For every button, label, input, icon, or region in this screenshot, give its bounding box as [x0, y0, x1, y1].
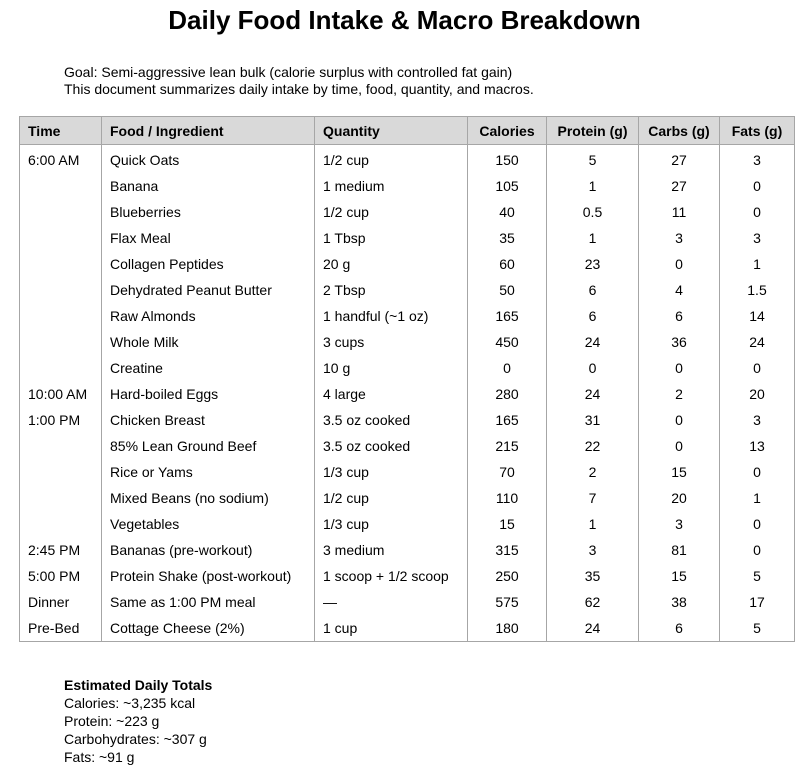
- cell-calories: 215: [468, 433, 547, 459]
- cell-calories: 180: [468, 615, 547, 642]
- cell-food: Mixed Beans (no sodium): [102, 485, 315, 511]
- cell-quantity: 1/2 cup: [315, 145, 468, 174]
- cell-food: Vegetables: [102, 511, 315, 537]
- table-row: [20, 381, 795, 407]
- cell-time: [20, 355, 102, 381]
- cell-time: Pre-Bed: [20, 615, 102, 642]
- header-time: Time: [20, 117, 102, 145]
- cell-food: Chicken Breast: [102, 407, 315, 433]
- cell-calories: 150: [468, 145, 547, 174]
- cell-carbs: 38: [639, 589, 720, 615]
- cell-protein: 22: [547, 433, 639, 459]
- cell-calories: 280: [468, 381, 547, 407]
- header-food: Food / Ingredient: [102, 117, 315, 145]
- cell-food: Banana: [102, 173, 315, 199]
- cell-food: Dehydrated Peanut Butter: [102, 277, 315, 303]
- cell-carbs: 81: [639, 537, 720, 563]
- cell-calories: 450: [468, 329, 547, 355]
- cell-quantity: —: [315, 589, 468, 615]
- cell-fats: 24: [720, 329, 795, 355]
- cell-calories: 105: [468, 173, 547, 199]
- cell-food: Rice or Yams: [102, 459, 315, 485]
- cell-protein: 1: [547, 511, 639, 537]
- cell-protein: 23: [547, 251, 639, 277]
- cell-food: Bananas (pre-workout): [102, 537, 315, 563]
- cell-fats: 0: [720, 173, 795, 199]
- table-row: [20, 277, 795, 303]
- cell-time: [20, 277, 102, 303]
- cell-protein: 35: [547, 563, 639, 589]
- totals-fats: Fats: ~91 g: [64, 749, 135, 765]
- cell-protein: 2: [547, 459, 639, 485]
- document-title: Daily Food Intake & Macro Breakdown: [168, 5, 641, 35]
- cell-protein: 3: [547, 537, 639, 563]
- intro-block: [64, 64, 534, 98]
- cell-food: Collagen Peptides: [102, 251, 315, 277]
- cell-fats: 14: [720, 303, 795, 329]
- cell-food: Flax Meal: [102, 225, 315, 251]
- cell-protein: 62: [547, 589, 639, 615]
- cell-carbs: 27: [639, 145, 720, 174]
- cell-quantity: 1 handful (~1 oz): [315, 303, 468, 329]
- cell-fats: 0: [720, 511, 795, 537]
- table-row: [20, 589, 795, 615]
- cell-fats: 17: [720, 589, 795, 615]
- table-row: [20, 615, 795, 642]
- summary-text: This document summarizes daily intake by time, food, quantity, and macros.: [64, 81, 534, 97]
- cell-quantity: 1/3 cup: [315, 511, 468, 537]
- cell-calories: 0: [468, 355, 547, 381]
- cell-fats: 5: [720, 563, 795, 589]
- cell-carbs: 6: [639, 615, 720, 642]
- header-quantity: Quantity: [315, 117, 468, 145]
- cell-calories: 15: [468, 511, 547, 537]
- cell-fats: 20: [720, 381, 795, 407]
- cell-protein: 6: [547, 277, 639, 303]
- cell-time: 6:00 AM: [20, 145, 102, 174]
- header-protein: Protein (g): [547, 117, 639, 145]
- cell-carbs: 3: [639, 511, 720, 537]
- cell-fats: 5: [720, 615, 795, 642]
- cell-protein: 0.5: [547, 199, 639, 225]
- cell-fats: 1.5: [720, 277, 795, 303]
- table-row: [20, 303, 795, 329]
- table-row: [20, 563, 795, 589]
- cell-quantity: 1 medium: [315, 173, 468, 199]
- cell-quantity: 1/2 cup: [315, 485, 468, 511]
- totals-heading: Estimated Daily Totals: [64, 677, 213, 693]
- cell-time: [20, 173, 102, 199]
- cell-carbs: 0: [639, 251, 720, 277]
- cell-protein: 0: [547, 355, 639, 381]
- cell-time: 2:45 PM: [20, 537, 102, 563]
- cell-food: Raw Almonds: [102, 303, 315, 329]
- cell-fats: 3: [720, 407, 795, 433]
- cell-calories: 40: [468, 199, 547, 225]
- table-row: [20, 511, 795, 537]
- cell-time: [20, 459, 102, 485]
- cell-carbs: 15: [639, 563, 720, 589]
- totals-carbs: Carbohydrates: ~307 g: [64, 731, 207, 747]
- cell-protein: 24: [547, 329, 639, 355]
- cell-protein: 1: [547, 173, 639, 199]
- cell-time: [20, 251, 102, 277]
- cell-food: Protein Shake (post-workout): [102, 563, 315, 589]
- table-row: [20, 459, 795, 485]
- cell-food: Creatine: [102, 355, 315, 381]
- cell-time: 1:00 PM: [20, 407, 102, 433]
- cell-protein: 24: [547, 615, 639, 642]
- daily-totals: [64, 676, 212, 766]
- cell-fats: 1: [720, 485, 795, 511]
- goal-text: Goal: Semi-aggressive lean bulk (calorie surplus with controlled fat gain): [64, 64, 513, 80]
- header-calories: Calories: [468, 117, 547, 145]
- cell-quantity: 3 medium: [315, 537, 468, 563]
- table-row: [20, 355, 795, 381]
- cell-fats: 0: [720, 459, 795, 485]
- cell-quantity: 1 Tbsp: [315, 225, 468, 251]
- cell-time: [20, 199, 102, 225]
- cell-calories: 165: [468, 303, 547, 329]
- table-row: [20, 329, 795, 355]
- cell-carbs: 0: [639, 407, 720, 433]
- cell-quantity: 4 large: [315, 381, 468, 407]
- cell-food: Whole Milk: [102, 329, 315, 355]
- table-row: [20, 199, 795, 225]
- cell-calories: 70: [468, 459, 547, 485]
- table-row: [20, 173, 795, 199]
- cell-quantity: 1 cup: [315, 615, 468, 642]
- cell-food: Blueberries: [102, 199, 315, 225]
- cell-calories: 35: [468, 225, 547, 251]
- cell-carbs: 0: [639, 433, 720, 459]
- cell-food: Same as 1:00 PM meal: [102, 589, 315, 615]
- cell-quantity: 20 g: [315, 251, 468, 277]
- cell-protein: 7: [547, 485, 639, 511]
- cell-fats: 3: [720, 225, 795, 251]
- cell-carbs: 3: [639, 225, 720, 251]
- cell-carbs: 0: [639, 355, 720, 381]
- cell-time: [20, 329, 102, 355]
- cell-quantity: 3 cups: [315, 329, 468, 355]
- cell-calories: 575: [468, 589, 547, 615]
- cell-carbs: 27: [639, 173, 720, 199]
- cell-quantity: 3.5 oz cooked: [315, 407, 468, 433]
- table-row: [20, 407, 795, 433]
- cell-time: [20, 303, 102, 329]
- cell-food: Quick Oats: [102, 145, 315, 174]
- table-header-row: [20, 117, 795, 145]
- cell-fats: 13: [720, 433, 795, 459]
- cell-time: [20, 225, 102, 251]
- cell-time: 10:00 AM: [20, 381, 102, 407]
- cell-protein: 5: [547, 145, 639, 174]
- header-fats: Fats (g): [720, 117, 795, 145]
- cell-protein: 1: [547, 225, 639, 251]
- cell-quantity: 1 scoop + 1/2 scoop: [315, 563, 468, 589]
- cell-quantity: 1/3 cup: [315, 459, 468, 485]
- cell-calories: 60: [468, 251, 547, 277]
- table-body: [20, 145, 795, 642]
- table-row: [20, 433, 795, 459]
- cell-protein: 31: [547, 407, 639, 433]
- cell-carbs: 36: [639, 329, 720, 355]
- cell-calories: 110: [468, 485, 547, 511]
- cell-food: 85% Lean Ground Beef: [102, 433, 315, 459]
- cell-fats: 1: [720, 251, 795, 277]
- cell-quantity: 1/2 cup: [315, 199, 468, 225]
- table-row: [20, 225, 795, 251]
- cell-carbs: 20: [639, 485, 720, 511]
- totals-protein: Protein: ~223 g: [64, 713, 160, 729]
- cell-quantity: 2 Tbsp: [315, 277, 468, 303]
- food-intake-table: [19, 116, 795, 642]
- cell-time: [20, 433, 102, 459]
- cell-calories: 315: [468, 537, 547, 563]
- cell-fats: 0: [720, 199, 795, 225]
- cell-time: Dinner: [20, 589, 102, 615]
- cell-protein: 6: [547, 303, 639, 329]
- cell-quantity: 10 g: [315, 355, 468, 381]
- cell-time: [20, 485, 102, 511]
- cell-carbs: 4: [639, 277, 720, 303]
- cell-time: [20, 511, 102, 537]
- cell-food: Cottage Cheese (2%): [102, 615, 315, 642]
- cell-fats: 0: [720, 537, 795, 563]
- cell-fats: 0: [720, 355, 795, 381]
- table-row: [20, 485, 795, 511]
- cell-food: Hard-boiled Eggs: [102, 381, 315, 407]
- cell-carbs: 15: [639, 459, 720, 485]
- cell-protein: 24: [547, 381, 639, 407]
- table-row: [20, 537, 795, 563]
- cell-calories: 165: [468, 407, 547, 433]
- cell-carbs: 2: [639, 381, 720, 407]
- cell-calories: 50: [468, 277, 547, 303]
- cell-fats: 3: [720, 145, 795, 174]
- table-row: [20, 251, 795, 277]
- cell-quantity: 3.5 oz cooked: [315, 433, 468, 459]
- table-row: [20, 145, 795, 174]
- cell-carbs: 6: [639, 303, 720, 329]
- cell-calories: 250: [468, 563, 547, 589]
- cell-carbs: 11: [639, 199, 720, 225]
- totals-calories: Calories: ~3,235 kcal: [64, 695, 196, 711]
- header-carbs: Carbs (g): [639, 117, 720, 145]
- cell-time: 5:00 PM: [20, 563, 102, 589]
